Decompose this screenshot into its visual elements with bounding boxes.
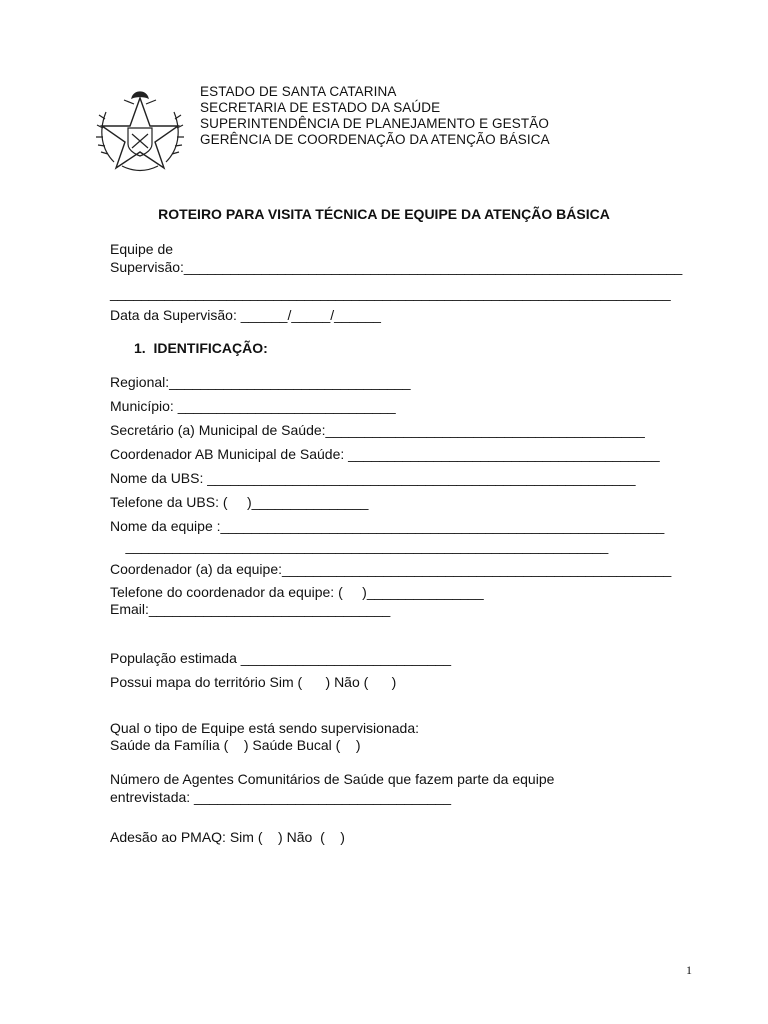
telefone-ubs-field: Telefone da UBS: ( )_______________ xyxy=(110,494,369,510)
mapa-territorio-field: Possui mapa do território Sim ( ) Não ( ) xyxy=(110,674,397,690)
state-coat-of-arms-seal xyxy=(94,84,186,172)
page-number: 1 xyxy=(686,963,692,977)
data-supervisao-field: Data da Supervisão: ______/_____/______ xyxy=(110,307,381,323)
coordenador-ab-field: Coordenador AB Municipal de Saúde: ________________________________________ xyxy=(110,446,660,462)
telefone-coordenador-field: Telefone do coordenador da equipe: ( )_______________ xyxy=(110,584,484,600)
regional-field: Regional:_______________________________ xyxy=(110,374,411,390)
coordenador-equipe-field: Coordenador (a) da equipe:__________________________________________________ xyxy=(110,561,672,577)
supervisao-field-continued: ________________________________________________________________________ xyxy=(110,285,671,301)
document-title: ROTEIRO PARA VISITA TÉCNICA DE EQUIPE DA ATENÇÃO BÁSICA xyxy=(158,206,610,222)
header-line-management: GERÊNCIA DE COORDENAÇÃO DA ATENÇÃO BÁSICA xyxy=(200,132,550,147)
municipio-field: Município: ____________________________ xyxy=(110,398,396,414)
nome-ubs-field: Nome da UBS: _______________________________________________________ xyxy=(110,470,636,486)
supervisao-field: Supervisão:________________________________________________________________ xyxy=(110,259,683,275)
acs-entrevistada-field: entrevistada: _________________________________ xyxy=(110,789,451,805)
secretario-field: Secretário (a) Municipal de Saúde:_________________________________________ xyxy=(110,422,645,438)
nome-equipe-field-continued: ______________________________________________________________ xyxy=(110,538,609,554)
section-identificacao-heading: 1. IDENTIFICAÇÃO: xyxy=(134,340,268,356)
header-line-secretariat: SECRETARIA DE ESTADO DA SAÚDE xyxy=(200,100,441,115)
equipe-label: Equipe de xyxy=(110,241,174,257)
acs-question: Número de Agentes Comunitários de Saúde que fazem parte da equipe xyxy=(110,771,555,787)
email-field: Email:_______________________________ xyxy=(110,601,391,617)
header-line-superintendence: SUPERINTENDÊNCIA DE PLANEJAMENTO E GESTÃO xyxy=(200,116,549,131)
pmaq-field: Adesão ao PMAQ: Sim ( ) Não ( ) xyxy=(110,829,345,845)
populacao-field: População estimada ___________________________ xyxy=(110,650,451,666)
header-line-state: ESTADO DE SANTA CATARINA xyxy=(200,84,397,99)
nome-equipe-field: Nome da equipe :_________________________________________________________ xyxy=(110,518,665,534)
tipo-equipe-options: Saúde da Família ( ) Saúde Bucal ( ) xyxy=(110,737,361,753)
tipo-equipe-question: Qual o tipo de Equipe está sendo supervisionada: xyxy=(110,720,419,736)
header-institution xyxy=(200,84,550,148)
